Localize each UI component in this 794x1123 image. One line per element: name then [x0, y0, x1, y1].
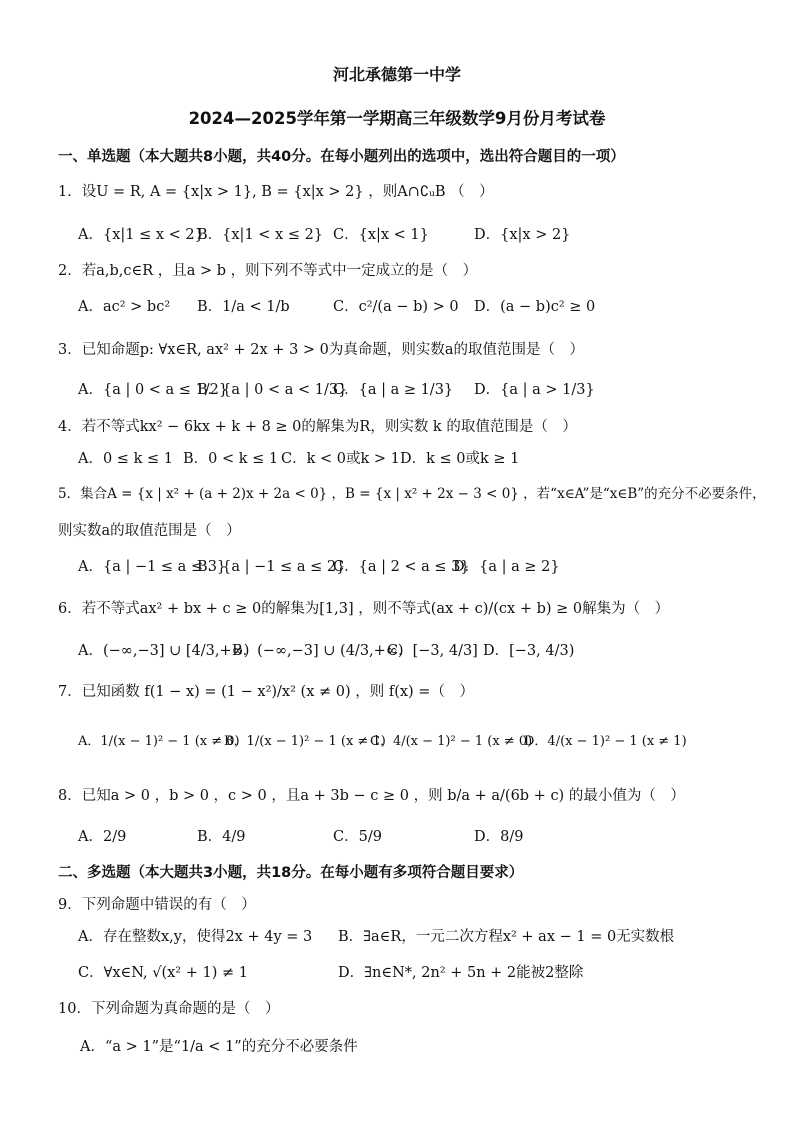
question-5-stem: 5．集合A = {x | x² + (a + 2)x + 2a < 0} ，B = {x | x² + 2x − 3 < 0} ，若“x∈A”是“x∈B”的充分不必要条件， [58, 486, 766, 502]
section-multi-choice-title: 二、多选题（本大题共3小题，共18分。在每小题有多项符合题目要求） [58, 865, 524, 881]
question-4-option-a: A．0 ≤ k ≤ 1 [78, 451, 173, 467]
question-1-option-a: A．{x|1 ≤ x < 2} [78, 227, 204, 243]
question-3-stem: 3．已知命题p: ∀x∈R, ax² + 2x + 3 > 0为真命题，则实数a的取值范围是（ ） [58, 342, 585, 358]
question-8-option-b: B．4/9 [197, 829, 246, 845]
question-8-stem: 8．已知a > 0 ，b > 0 ，c > 0 ，且a + 3b − c ≥ 0 ，则 b/a + a/(6b + c) 的最小值为（ ） [58, 788, 685, 804]
question-1-option-c: C．{x|x < 1} [333, 227, 429, 243]
question-3-option-b: B．{a | 0 < a < 1/3} [197, 382, 348, 398]
exam-title: 2024—2025学年第一学期高三年级数学9月份月考试卷 [188, 109, 606, 128]
question-5-option-c: C．{a | 2 < a ≤ 3} [333, 559, 470, 575]
question-7-stem: 7．已知函数 f(1 − x) = (1 − x²)/x² (x ≠ 0) ，则 f(x) =（ ） [58, 684, 474, 700]
question-5-stem-continued: 则实数a的取值范围是（ ） [58, 523, 241, 539]
question-9-option-c: C．∀x∈N, √(x² + 1) ≠ 1 [78, 965, 248, 981]
question-2-option-a: A．ac² > bc² [78, 299, 171, 315]
question-1-option-b: B．{x|1 < x ≤ 2} [197, 227, 324, 243]
school-name: 河北承德第一中学 [332, 65, 461, 84]
question-10-stem: 10．下列命题为真命题的是（ ） [58, 1001, 280, 1017]
question-4-stem: 4．若不等式kx² − 6kx + k + 8 ≥ 0的解集为R，则实数 k 的取值范围是（ ） [58, 419, 577, 435]
question-6-stem: 6．若不等式ax² + bx + c ≥ 0的解集为[1,3] ，则不等式(ax + c)/(cx + b) ≥ 0解集为（ ） [58, 601, 670, 617]
question-1-option-d: D．{x|x > 2} [474, 227, 571, 243]
question-9-option-a: A．存在整数x,y，使得2x + 4y = 3 [78, 929, 313, 945]
question-7-option-b: B．1/(x − 1)² − 1 (x ≠ 1) [224, 734, 386, 749]
question-2-option-c: C．c²/(a − b) > 0 [333, 299, 459, 315]
question-2-option-b: B．1/a < 1/b [197, 299, 290, 315]
question-2-stem: 2．若a,b,c∈R ，且a > b ，则下列不等式中一定成立的是（ ） [58, 263, 478, 279]
question-6-option-d: D．[−3, 4/3) [483, 643, 575, 659]
question-5-option-a: A．{a | −1 ≤ a ≤ 3} [78, 559, 227, 575]
question-2-option-d: D．(a − b)c² ≥ 0 [474, 299, 596, 315]
question-5-option-b: B．{a | −1 ≤ a ≤ 2} [197, 559, 346, 575]
question-3-option-d: D．{a | a > 1/3} [474, 382, 595, 398]
question-10-option-a: A．“a > 1”是“1/a < 1”的充分不必要条件 [80, 1039, 358, 1055]
question-7-option-a: A．1/(x − 1)² − 1 (x ≠ 0) [78, 734, 240, 749]
section-single-choice-title: 一、单选题（本大题共8小题，共40分。在每小题列出的选项中，选出符合题目的一项） [58, 149, 625, 165]
question-4-option-d: D．k ≤ 0或k ≥ 1 [400, 451, 520, 467]
question-1-stem: 1．设U = R, A = {x|x > 1}, B = {x|x > 2} ，则A∩∁ᵤB （ ） [58, 184, 494, 200]
question-9-stem: 9．下列命题中错误的有（ ） [58, 897, 256, 913]
question-8-option-d: D．8/9 [474, 829, 524, 845]
question-8-option-c: C．5/9 [333, 829, 382, 845]
question-9-option-b: B．∃a∈R，一元二次方程x² + ax − 1 = 0无实数根 [338, 929, 675, 945]
question-6-option-a: A．(−∞,−3] ∪ [4/3,+∞) [78, 643, 250, 659]
question-6-option-c: C．[−3, 4/3] [387, 643, 478, 659]
question-6-option-b: B．(−∞,−3] ∪ (4/3,+∞) [232, 643, 404, 659]
question-7-option-d: D．4/(x − 1)² − 1 (x ≠ 1) [524, 734, 687, 749]
question-9-option-d: D．∃n∈N*, 2n² + 5n + 2能被2整除 [338, 965, 584, 981]
question-8-option-a: A．2/9 [78, 829, 127, 845]
question-5-option-d: D．{a | a ≥ 2} [453, 559, 560, 575]
question-3-option-a: A．{a | 0 < a ≤ 1/2} [78, 382, 229, 398]
question-4-option-c: C．k < 0或k > 1 [281, 451, 400, 467]
question-4-option-b: B．0 < k ≤ 1 [183, 451, 279, 467]
question-7-option-c: C．4/(x − 1)² − 1 (x ≠ 0) [370, 734, 533, 749]
question-3-option-c: C．{a | a ≥ 1/3} [333, 382, 454, 398]
